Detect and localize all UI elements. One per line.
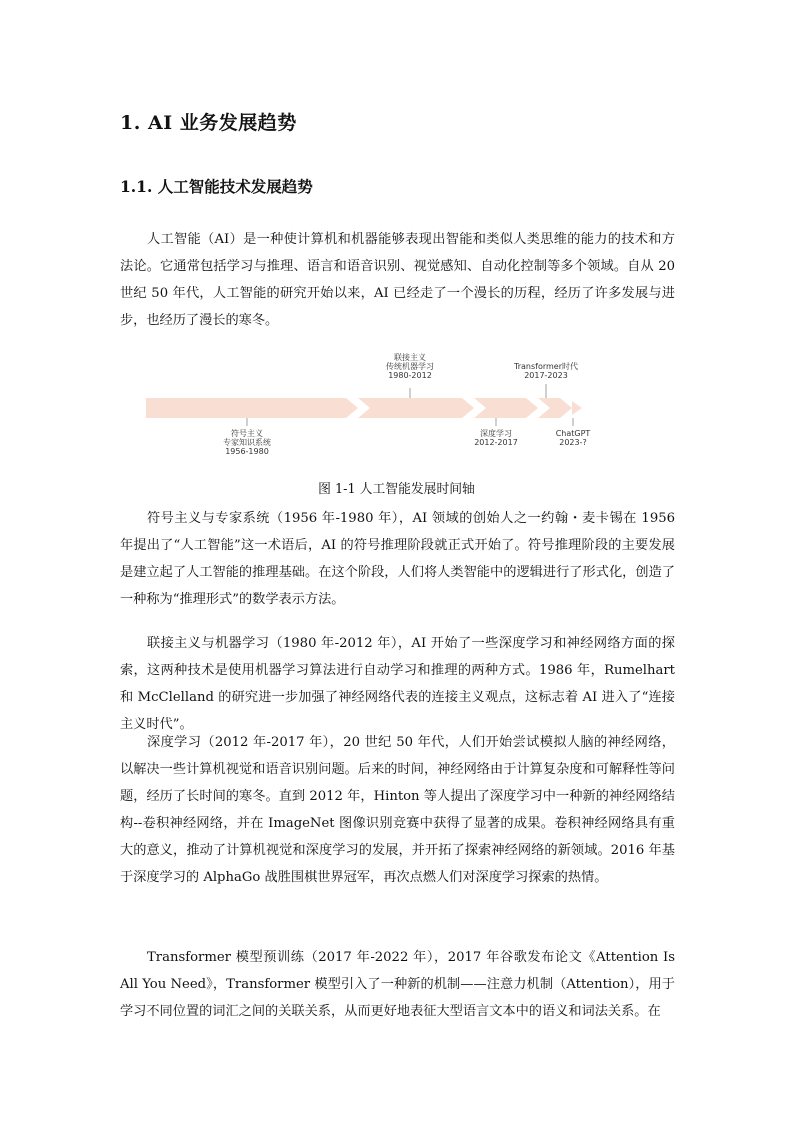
subsection-heading: 1.1. 人工智能技术发展趋势 — [120, 177, 313, 196]
timeline-label-deep-learning-1: 深度学习 — [480, 429, 512, 438]
timeline-label-transformer-2: 2017-2023 — [524, 371, 568, 380]
timeline-label-symbolism-2: 专家知识系统 — [223, 438, 271, 447]
timeline-label-symbolism-1: 符号主义 — [231, 429, 263, 438]
paragraph-connectionism: 联接主义与机器学习（1980 年-2012 年），AI 开始了一些深度学习和神经网络方面的探索，这两种技术是使用机器学习算法进行自动学习和推理的两种方式。1986 年，Rumelhart 和 McClelland 的研究进一步加强了神经网络代表的连接主义观点，这标志着 AI 进入了“连接主义时代”。 — [120, 636, 675, 732]
timeline-label-chatgpt-2: 2023-? — [559, 438, 587, 447]
paragraph-symbolism: 符号主义与专家系统（1956 年-1980 年），AI 领域的创始人之一约翰・麦卡锡在 1956 年提出了“人工智能”这一术语后，AI 的符号推理阶段就正式开始了。符号推理阶段的主要发展是建立起了人工智能的推理基础。在这个阶段，人们将人类智能中的逻辑进行了形式化，创造了一种称为“推理形式”的数学表示方法。 — [120, 511, 675, 607]
timeline-segment-connectionism — [358, 398, 474, 418]
timeline-label-transformer-1: Transformer时代 — [513, 362, 579, 371]
timeline-label-connectionism-3: 1980-2012 — [388, 371, 432, 380]
timeline-svg — [146, 348, 646, 463]
timeline-label-connectionism-2: 传统机器学习 — [386, 362, 434, 371]
timeline-label-symbolism-3: 1956-1980 — [225, 447, 269, 456]
paragraph-deep-learning: 深度学习（2012 年-2017 年），20 世纪 50 年代，人们开始尝试模拟人脑的神经网络，以解决一些计算机视觉和语音识别问题。后来的时间，神经网络由于计算复杂度和可解释性等问题，经历了长时间的寒冬。直到 2012 年，Hinton 等人提出了深度学习中一种新的神经网络结构--卷积神经网络，并在 ImageNet 图像识别竞赛中获得了显著的成果。卷积神经网络具有重大的意义，推动了计算机视觉和深度学习的发展，并开拓了探索神经网络的新领域。2016 年基于深度学习的 AlphaGo 战胜围棋世界冠军，再次点燃人们对深度学习探索的热情。 — [120, 735, 675, 885]
timeline-label-connectionism-1: 联接主义 — [394, 353, 426, 362]
timeline-segment-symbolism — [146, 398, 358, 418]
paragraph-transformer: Transformer 模型预训练（2017 年-2022 年），2017 年谷歌发布论文《Attention Is All You Need》，Transformer 模型引入了一种新的机制——注意力机制（Attention），用于学习不同位置的词汇之间的关联关系，从而更好地表征大型语言文本中的语义和词法关系。在 — [120, 950, 675, 1019]
figure-caption: 图 1-1 人工智能发展时间轴 — [318, 482, 475, 497]
timeline-arrow-chatgpt — [572, 401, 582, 415]
timeline-label-chatgpt-1: ChatGPT — [555, 429, 591, 438]
timeline-segment-transformer — [538, 398, 572, 418]
paragraph-intro: 人工智能（AI）是一种使计算机和机器能够表现出智能和类似人类思维的能力的技术和方法论。它通常包括学习与推理、语言和语音识别、视觉感知、自动化控制等多个领域。自从 20 世纪 50 年代，人工智能的研究开始以来，AI 已经走了一个漫长的历程，经历了许多发展与进步，也经历了漫长的寒冬。 — [120, 232, 675, 328]
timeline-segment-deep-learning — [474, 398, 538, 418]
section-heading: 1. AI 业务发展趋势 — [120, 112, 297, 134]
ai-timeline-figure — [146, 348, 646, 463]
timeline-label-deep-learning-2: 2012-2017 — [474, 438, 518, 447]
